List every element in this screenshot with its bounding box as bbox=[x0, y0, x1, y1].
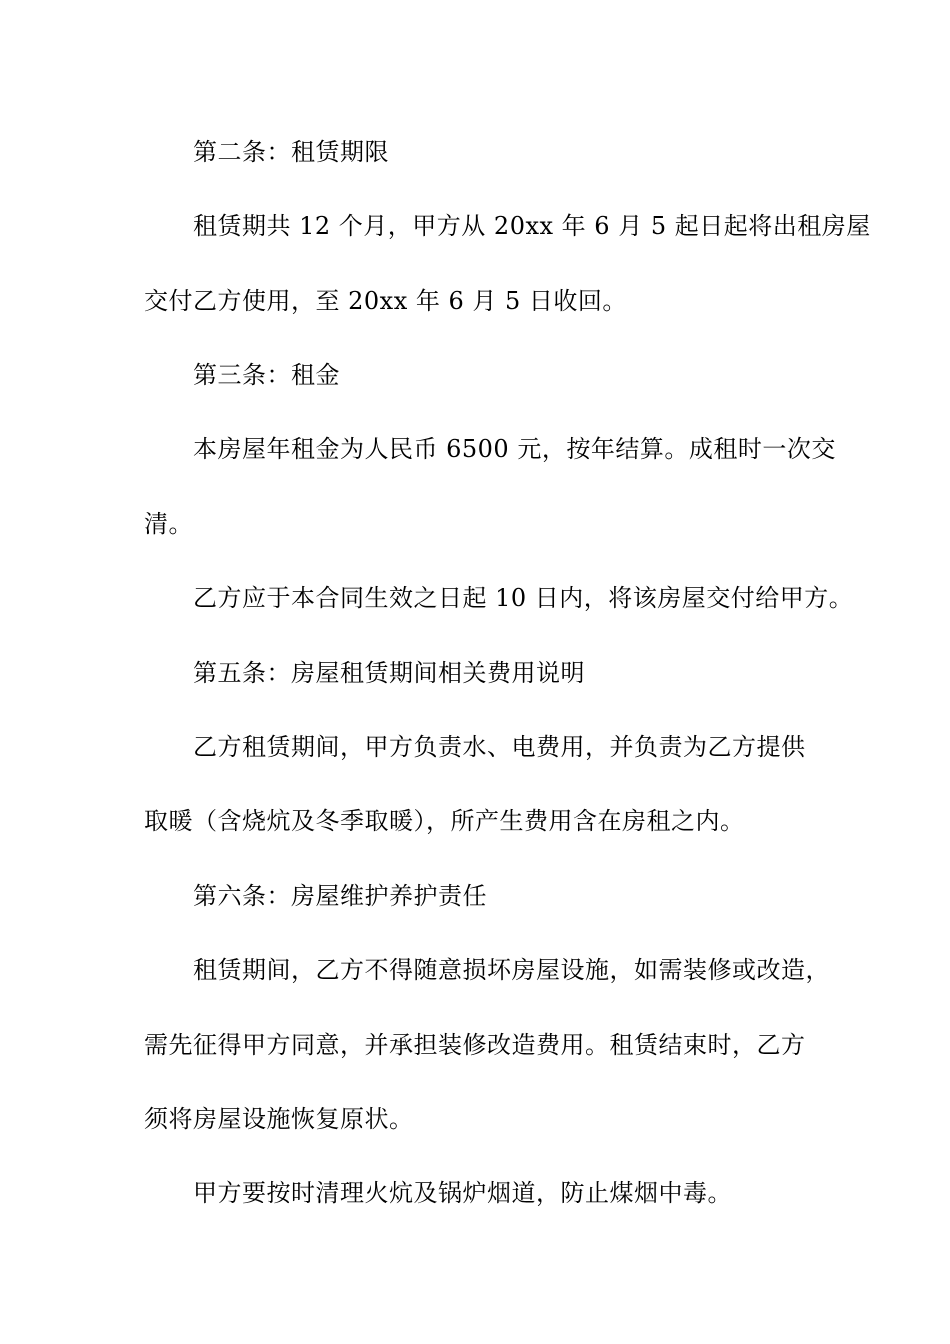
paragraph-line: 租赁期间，乙方不得随意损坏房屋设施，如需装修或改造， bbox=[193, 956, 830, 984]
paragraph-line: 乙方应于本合同生效之日起 10 日内，将该房屋交付给甲方。 bbox=[193, 584, 854, 612]
paragraph-line: 租赁期共 12 个月，甲方从 20xx 年 6 月 5 起日起将出租房屋 bbox=[193, 212, 871, 240]
paragraph-line: 清。 bbox=[144, 510, 193, 538]
paragraph-line: 甲方要按时清理火炕及锅炉烟道，防止煤烟中毒。 bbox=[193, 1179, 732, 1207]
paragraph-line: 需先征得甲方同意，并承担装修改造费用。租赁结束时，乙方 bbox=[144, 1031, 806, 1059]
paragraph-line: 取暖（含烧炕及冬季取暖），所产生费用含在房租之内。 bbox=[144, 807, 745, 835]
paragraph-line: 须将房屋设施恢复原状。 bbox=[144, 1105, 414, 1133]
section-heading-expenses: 第五条：房屋租赁期间相关费用说明 bbox=[193, 659, 585, 687]
section-heading-rent: 第三条：租金 bbox=[193, 361, 340, 389]
paragraph-line: 交付乙方使用，至 20xx 年 6 月 5 日收回。 bbox=[144, 287, 627, 315]
paragraph-line: 乙方租赁期间，甲方负责水、电费用，并负责为乙方提供 bbox=[193, 733, 806, 761]
paragraph-line: 本房屋年租金为人民币 6500 元，按年结算。成租时一次交 bbox=[193, 435, 836, 463]
section-heading-maintenance: 第六条：房屋维护养护责任 bbox=[193, 882, 487, 910]
section-heading-lease-term: 第二条：租赁期限 bbox=[193, 138, 389, 166]
